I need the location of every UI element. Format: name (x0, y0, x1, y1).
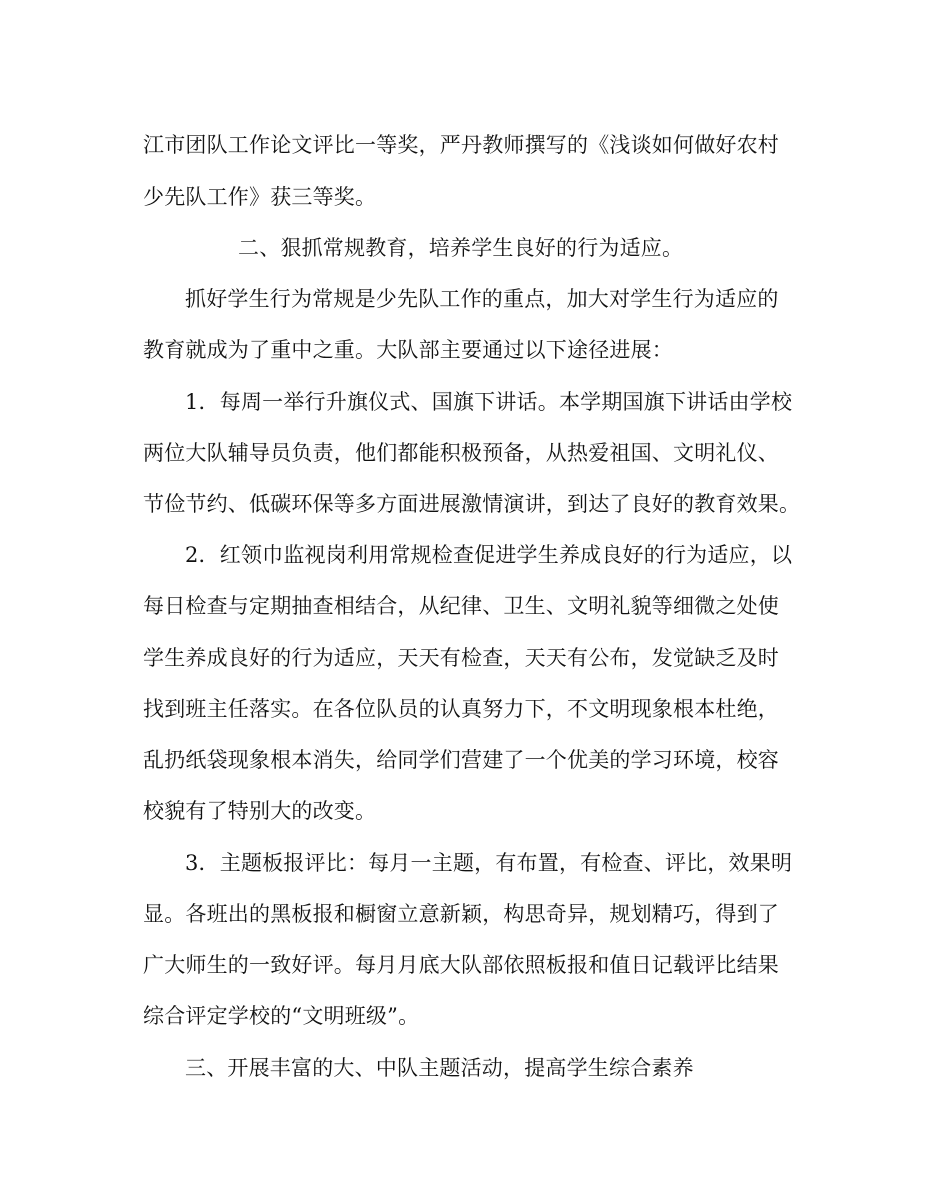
text-line: 每日检查与定期抽查相结合，从纪律、卫生、文明礼貌等细微之处使 (143, 594, 779, 618)
text-line: 乱扔纸袋现象根本消失，给同学们营建了一个优美的学习环境，校容 (143, 748, 779, 772)
text-line: 节俭节约、低碳环保等多方面进展激情演讲，到达了良好的教育效果。 (143, 492, 801, 516)
text-line: 3．主题板报评比：每月一主题，有布置，有检查、评比，效果明 (185, 851, 793, 875)
text-line: 江市团队工作论文评比一等奖，严丹教师撰写的《浅谈如何做好农村 (143, 133, 779, 157)
text-line: 学生养成良好的行为适应，天天有检查，天天有公布，发觉缺乏及时 (143, 646, 779, 670)
text-line: 综合评定学校的“文明班级”。 (143, 1004, 420, 1028)
text-line: 广大师生的一致好评。每月月底大队部依照板报和值日记载评比结果 (143, 953, 779, 977)
text-line: 两位大队辅导员负责，他们都能积极预备，从热爱祖国、文明礼仪、 (143, 441, 779, 465)
text-line: 校貌有了特别大的改变。 (143, 799, 377, 823)
text-line: 找到班主任落实。在各位队员的认真努力下，不文明现象根本杜绝， (143, 697, 779, 721)
text-line: 显。各班出的黑板报和橱窗立意新颖，构思奇异，规划精巧，得到了 (143, 902, 779, 926)
text-line: 教育就成为了重中之重。大队部主要通过以下途径进展： (143, 338, 673, 362)
text-line: 1．每周一举行升旗仪式、国旗下讲话。本学期国旗下讲话由学校 (185, 390, 793, 414)
text-line: 抓好学生行为常规是少先队工作的重点，加大对学生行为适应的 (185, 287, 779, 311)
text-line: 2．红领巾监视岗利用常规检查促进学生养成良好的行为适应，以 (185, 543, 793, 567)
section-heading: 二、狠抓常规教育，培养学生良好的行为适应。 (238, 236, 684, 260)
section-heading: 三、开展丰富的大、中队主题活动，提高学生综合素养 (185, 1056, 694, 1080)
text-line: 少先队工作》获三等奖。 (143, 185, 377, 209)
